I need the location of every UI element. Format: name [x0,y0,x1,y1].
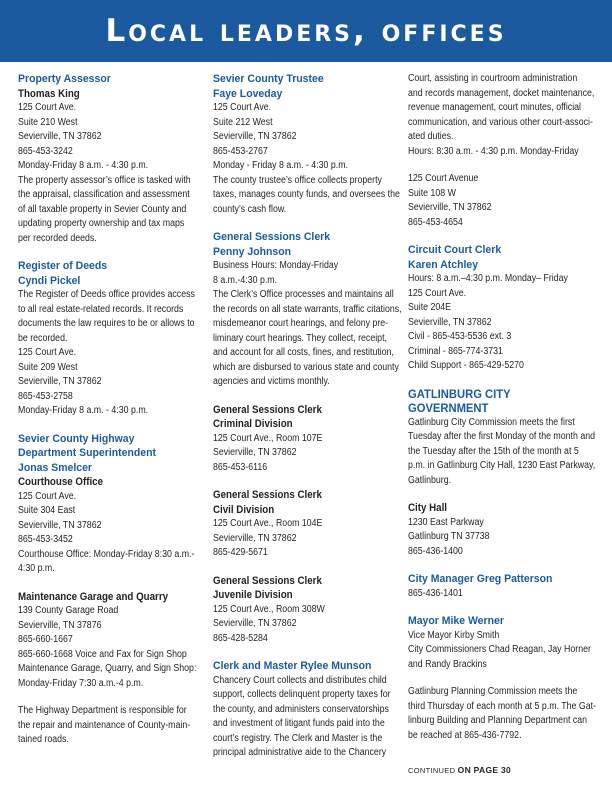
body-line: and account for all costs, fines, and restitution, [213,347,394,358]
body-line: The property assessor’s office is tasked with [18,174,191,186]
listing-section [408,685,598,743]
body-line: third Thursday of each month at 5 p.m. The Gat- [408,700,597,712]
body-line: 8 a.m.-4:30 p.m. [213,274,278,286]
section-heading: Cyndi Pickel [18,274,81,287]
listing-section [18,72,206,246]
section-heading: Clerk and Master Rylee Munson [213,660,372,672]
column-1 [18,72,206,761]
listing-section [18,259,206,419]
body-line: 865-429-5671 [213,547,268,558]
body-line: Suite 204E [408,302,452,313]
body-line: court’s registry. The Clerk and Master is the [213,732,383,744]
body-line: Gatlinburg City Commission meets the first [408,416,575,428]
section-subheading: Civil Division [213,503,275,516]
listing-section [213,488,401,561]
body-line: support, collects delinquent property taxes for [213,689,391,700]
body-line: Gatlinburg Planning Commission meets the [408,686,578,697]
body-line: 865-453-6116 [213,461,268,473]
body-line: 1230 East Parkway [408,516,484,528]
body-line: agencies and victims monthly. [213,376,330,387]
listing-section [408,387,598,489]
body-line: Suite 209 West [18,361,78,373]
column-3 [408,72,598,756]
body-line: 125 Court Ave. [213,102,272,113]
body-line: Sevierville, TN 37862 [213,532,297,544]
body-line: revenue management, court minutes, official [408,102,582,113]
body-line: and investment of litigant funds paid into the [213,718,385,729]
body-line: The Clerk’s Office processes and maintains all [213,289,394,300]
body-line: the Tuesday after the 15th of the month at 5 [408,445,579,457]
body-line: Hours: 8:30 a.m. - 4:30 p.m. Monday-Friday [408,145,579,157]
body-line: Criminal - 865-774-3731 [408,345,503,357]
body-line: the appraisal, classification and assessment [18,189,190,200]
body-line: Child Support - 865-429-5270 [408,360,524,371]
listing-section [408,172,598,230]
body-line: the repair and maintenance of County-main- [18,719,191,731]
section-subheading: Criminal Division [213,418,293,430]
body-line: Business Hours: Monday-Friday [213,260,339,271]
listing-section [213,403,401,476]
section-heading: Karen Atchley [408,258,479,271]
body-line: 125 Court Avenue [408,173,479,184]
section-subheading: General Sessions Clerk [213,489,322,501]
continued-prefix: CONTINUED [408,766,458,775]
body-line: Vice Mayor Kirby Smith [408,629,500,641]
body-line: Gatlinburg. [408,474,452,486]
body-line: 125 Court Ave., Room 104E [213,518,323,529]
listing-section [213,72,401,217]
section-heading: Property Assessor [18,73,111,85]
body-line: The Register of Deeds office provides access [18,289,195,300]
body-line: Monday-Friday 7:30 a.m.-4 p.m. [18,677,144,689]
listing-section [213,574,401,647]
section-subheading: Thomas King [18,87,80,100]
title-banner [0,0,612,62]
listing-section [18,590,206,692]
listing-section [408,614,598,672]
body-line: Monday - Friday 8 a.m. - 4:30 p.m. [213,160,348,171]
body-line: City Commissioners Chad Reagan, Jay Horner [408,644,591,655]
section-subheading: Courthouse Office [18,476,104,488]
continued-page: ON PAGE 30 [457,765,512,775]
section-heading: GATLINBURG CITY [408,386,511,401]
section-subheading: City Hall [408,502,447,514]
body-line: principal administrative aide to the Chancery [213,747,387,758]
body-line: 125 Court Ave., Room 308W [213,603,325,615]
body-line: 865-453-2758 [18,390,73,402]
body-line: 865-436-1400 [408,545,463,557]
section-heading: Register of Deeds [18,260,108,272]
body-line: Tuesday after the first Monday of the month and [408,431,596,442]
body-line: tained roads. [18,734,69,745]
section-heading: Circuit Court Clerk [408,244,502,256]
listing-section [408,572,598,601]
body-line: Maintenance Garage, Quarry, and Sign Shop: [18,663,197,674]
listing-section [408,501,598,559]
body-line: ated duties. [408,131,454,142]
body-line: misdemeanor court hearings, and felony pre- [213,318,389,329]
body-line: Suite 212 West [213,116,273,128]
column-2 [213,72,401,774]
body-line: Chancery Court collects and distributes child [213,674,387,686]
body-line: Sevierville, TN 37862 [408,202,492,213]
body-line: Sevierville, TN 37862 [213,618,297,629]
body-line: of all taxable property in Sevier County and [18,203,187,215]
body-line: 865-660-1668 Voice and Fax for Sign Shop [18,648,187,660]
body-line: Monday-Friday 8 a.m. - 4:30 p.m. [18,405,149,416]
body-line: the records on all state warrants, traffic citations, [213,303,402,315]
page-title: Local leaders, offices [105,13,507,49]
body-line: 865-453-3242 [18,145,73,157]
body-line: communication, and various other court-associ- [408,116,593,128]
body-line: 125 Court Ave., Room 107E [213,432,323,444]
listing-section [408,72,598,159]
body-line: linburg Building and Planning Department can [408,715,588,726]
listing-section [213,230,401,390]
body-line: 125 Court Ave. [408,287,467,299]
body-line: updating property ownership and tax maps [18,218,185,229]
section-subheading: Maintenance Garage and Quarry [18,590,169,603]
body-line: The county trustee’s office collects property [213,174,382,186]
body-line: 865-453-2767 [213,145,268,157]
body-line: and records management, docket maintenance, [408,87,595,99]
listing-section [18,432,206,577]
section-heading: Penny Johnson [213,245,292,258]
body-line: the county, and administers conservatorships [213,703,389,715]
body-line: Suite 108 W [408,187,456,199]
body-line: 125 Court Ave. [18,347,77,358]
body-line: Monday-Friday 8 a.m. - 4:30 p.m. [18,160,149,171]
body-line: 125 Court Ave. [18,102,77,113]
listing-section [213,659,401,761]
listing-section [18,704,206,748]
body-line: be reached at 865-436-7792. [408,729,522,741]
body-line: Sevierville, TN 37862 [408,316,492,328]
body-line: 125 Court Ave. [18,490,77,502]
body-line: Suite 210 West [18,116,78,128]
section-heading: Jonas Smelcer [18,461,92,474]
section-heading: Faye Loveday [213,87,283,100]
body-line: Sevierville, TN 37862 [18,376,102,387]
body-line: p.m. in Gatlinburg City Hall, 1230 East Parkway, [408,460,596,471]
body-line: and Randy Brackins [408,658,487,670]
listing-section [408,243,598,374]
body-line: 139 County Garage Road [18,605,119,616]
section-heading: General Sessions Clerk [213,231,331,243]
body-line: 865-436-1401 [408,587,463,599]
body-line: Sevierville, TN 37862 [18,519,102,531]
section-heading: Mayor Mike Werner [408,615,504,627]
body-line: Suite 304 East [18,505,76,516]
body-line: Civil - 865-453-5536 ext. 3 [408,331,512,342]
body-line: 4:30 p.m. [18,563,55,574]
body-line: be recorded. [18,332,68,344]
body-line: 865-453-4654 [408,216,463,228]
body-line: 865-660-1667 [18,634,73,645]
body-line: Courthouse Office: Monday-Friday 8:30 a.m.- [18,548,195,560]
body-line: Sevierville, TN 37862 [213,447,297,458]
body-line: Sevierville, TN 37862 [213,131,297,142]
body-line: Court, assisting in courtroom administration [408,73,578,84]
section-heading: Sevier County Highway [18,432,135,445]
body-line: taxes, manages county funds, and oversees the [213,189,400,200]
body-line: to all real estate-related records. It records [18,303,184,315]
continued-note [408,765,511,775]
section-heading: GOVERNMENT [408,401,489,415]
body-line: per recorded deeds. [18,232,97,244]
body-line: Sevierville, TN 37862 [18,131,102,142]
section-heading: Department Superintendent [18,447,156,459]
body-line: 865-453-3452 [18,534,73,545]
section-subheading: Juvenile Division [213,589,293,601]
section-subheading: General Sessions Clerk [213,574,322,587]
body-line: The Highway Department is responsible for [18,705,187,716]
body-line: county’s cash flow. [213,203,287,215]
body-line: which are disbursed to various state and county [213,361,399,373]
body-line: Gatlinburg TN 37738 [408,531,490,542]
body-line: Hours: 8 a.m.–4:30 p.m. Monday– Friday [408,273,568,284]
body-line: 865-428-5284 [213,632,268,644]
body-line: documents the law requires to be or allows to [18,318,195,329]
section-heading: Sevier County Trustee [213,73,324,85]
section-subheading: General Sessions Clerk [213,403,322,416]
body-line: liminary court hearings. They collect, receipt, [213,332,387,344]
section-heading: City Manager Greg Patterson [408,573,553,585]
body-line: Sevierville, TN 37876 [18,619,102,631]
